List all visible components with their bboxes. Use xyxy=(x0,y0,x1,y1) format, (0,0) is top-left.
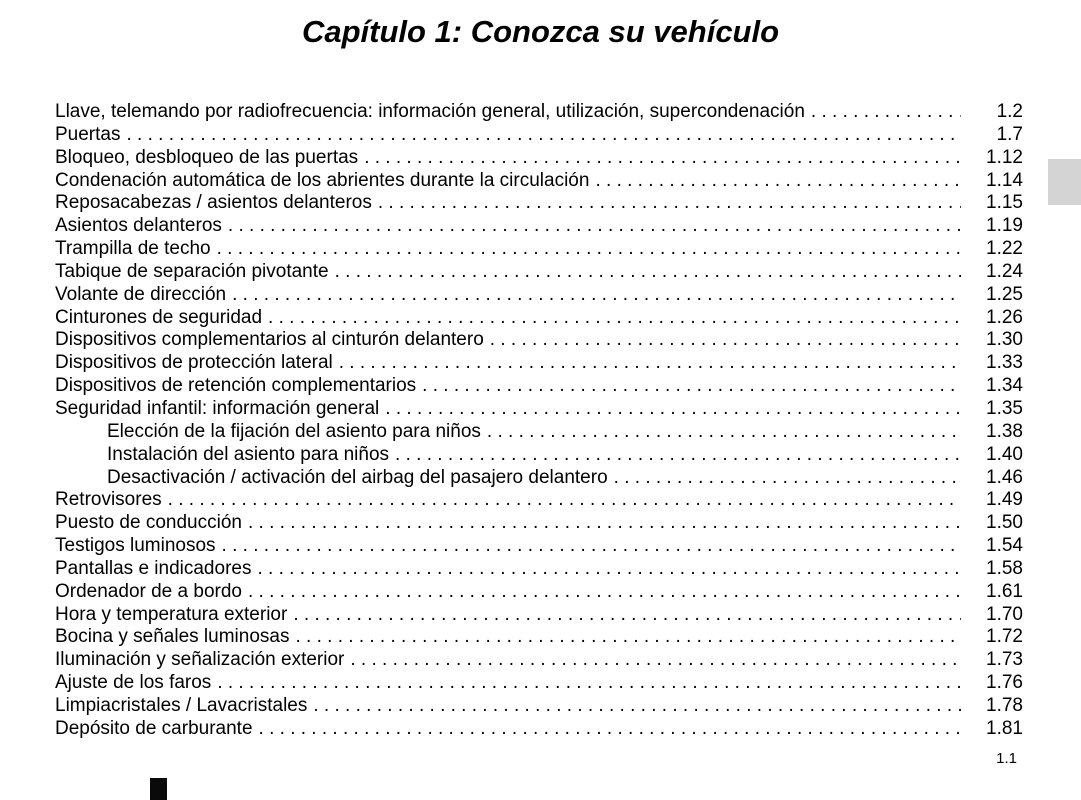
toc-leader-dots xyxy=(120,124,961,147)
toc-entry xyxy=(55,192,1023,215)
toc-leader-dots xyxy=(589,170,961,193)
toc-leader-dots xyxy=(333,352,961,375)
toc-entry xyxy=(55,581,1023,604)
toc-entry xyxy=(55,672,1023,695)
footer-page-number: 1.1 xyxy=(996,750,1017,767)
toc-list xyxy=(55,101,1023,741)
toc-entry-page-number: 1.50 xyxy=(986,512,1023,534)
toc-entry-label: Testigos luminosos xyxy=(55,535,216,557)
toc-leader-dots xyxy=(242,581,961,604)
toc-leader-dots xyxy=(289,626,961,649)
toc-entry-page-number: 1.14 xyxy=(986,169,1023,191)
toc-entry xyxy=(55,444,1023,467)
toc-entry-page-number: 1.30 xyxy=(986,329,1023,351)
toc-leader-dots xyxy=(253,718,961,741)
toc-entry-page-number: 1.61 xyxy=(986,580,1023,602)
toc-leader-dots xyxy=(211,672,961,695)
toc-entry-label: Asientos delanteros xyxy=(55,215,222,237)
toc-entry xyxy=(55,147,1023,170)
toc-entry-page-number: 1.7 xyxy=(996,123,1023,145)
toc-entry xyxy=(55,124,1023,147)
toc-entry-page-number: 1.73 xyxy=(986,649,1023,671)
toc-leader-dots xyxy=(372,192,961,215)
toc-entry xyxy=(55,695,1023,718)
toc-entry-label: Hora y temperatura exterior xyxy=(55,603,288,625)
chapter-title: Capítulo 1: Conozca su vehículo xyxy=(301,14,780,49)
toc-leader-dots xyxy=(484,329,961,352)
toc-entry-page-number: 1.24 xyxy=(986,260,1023,282)
toc-leader-dots xyxy=(344,649,961,672)
toc-entry-label: Ajuste de los faros xyxy=(55,672,212,694)
toc-leader-dots xyxy=(242,512,961,535)
toc-leader-dots xyxy=(307,695,961,718)
toc-entry-page-number: 1.34 xyxy=(986,375,1023,397)
toc-entry-label: Instalación del asiento para niños xyxy=(107,443,390,465)
toc-entry xyxy=(55,101,1023,124)
toc-entry xyxy=(55,489,1023,512)
toc-entry-label: Cinturones de seguridad xyxy=(55,306,263,328)
toc-leader-dots xyxy=(262,307,961,330)
toc-leader-dots xyxy=(389,444,961,467)
toc-entry xyxy=(55,535,1023,558)
toc-entry xyxy=(55,375,1023,398)
toc-entry-label: Puertas xyxy=(55,123,121,145)
toc-entry-label: Elección de la fijación del asiento para niños xyxy=(107,420,481,442)
toc-entry-page-number: 1.22 xyxy=(986,238,1023,260)
toc-entry-label: Desactivación / activación del airbag del pasajero delantero xyxy=(107,466,608,488)
toc-entry xyxy=(55,649,1023,672)
toc-entry xyxy=(55,626,1023,649)
toc-leader-dots xyxy=(162,489,961,512)
toc-entry xyxy=(55,421,1023,444)
toc-entry-label: Iluminación y señalización exterior xyxy=(55,649,345,671)
toc-entry-page-number: 1.19 xyxy=(986,215,1023,237)
toc-entry-label: Llave, telemando por radiofrecuencia: información general, utilización, supercondenación xyxy=(55,101,805,122)
toc-entry-label: Dispositivos complementarios al cinturón delantero xyxy=(55,329,484,351)
toc-entry-label: Dispositivos de protección lateral xyxy=(55,352,333,374)
toc-entry xyxy=(55,558,1023,581)
toc-leader-dots xyxy=(481,421,961,444)
toc-entry-page-number: 1.70 xyxy=(986,603,1023,625)
toc-entry-label: Dispositivos de retención complementarios xyxy=(55,375,417,397)
toc-leader-dots xyxy=(379,398,961,421)
toc-entry xyxy=(55,718,1023,741)
toc-entry xyxy=(55,238,1023,261)
toc-entry-label: Seguridad infantil: información general xyxy=(55,397,380,419)
toc-entry xyxy=(55,329,1023,352)
toc-leader-dots xyxy=(608,467,961,490)
toc-entry-page-number: 1.76 xyxy=(986,672,1023,694)
toc-entry-page-number: 1.46 xyxy=(986,466,1023,488)
toc-entry xyxy=(55,512,1023,535)
toc-entry-page-number: 1.58 xyxy=(986,557,1023,579)
toc-entry-label: Bocina y señales luminosas xyxy=(55,626,290,648)
toc-entry xyxy=(55,398,1023,421)
toc-leader-dots xyxy=(216,535,961,558)
toc-entry-page-number: 1.49 xyxy=(986,489,1023,511)
toc-entry-page-number: 1.25 xyxy=(986,283,1023,305)
toc-entry-page-number: 1.78 xyxy=(986,694,1023,716)
toc-leader-dots xyxy=(222,215,961,238)
toc-entry-label: Ordenador de a bordo xyxy=(55,580,242,602)
toc-leader-dots xyxy=(287,604,961,627)
toc-leader-dots xyxy=(211,238,961,261)
toc-entry-label: Tabique de separación pivotante xyxy=(55,260,329,282)
toc-entry-label: Retrovisores xyxy=(55,489,162,511)
toc-entry xyxy=(55,604,1023,627)
toc-entry-label: Depósito de carburante xyxy=(55,717,253,739)
toc-entry-label: Condenación automática de los abrientes durante la circulación xyxy=(55,169,590,191)
toc-entry xyxy=(55,352,1023,375)
toc-leader-dots xyxy=(358,147,961,170)
toc-entry xyxy=(55,261,1023,284)
toc-entry-page-number: 1.81 xyxy=(986,717,1023,739)
toc-entry xyxy=(55,170,1023,193)
toc-entry-page-number: 1.15 xyxy=(986,192,1023,214)
toc-leader-dots xyxy=(251,558,961,581)
toc-leader-dots xyxy=(226,284,961,307)
toc-entry-page-number: 1.38 xyxy=(986,420,1023,442)
toc-entry xyxy=(55,215,1023,238)
binding-mark xyxy=(150,778,167,800)
toc-entry-label: Reposacabezas / asientos delanteros xyxy=(55,192,372,214)
toc-entry-label: Pantallas e indicadores xyxy=(55,557,252,579)
toc-entry-page-number: 1.40 xyxy=(986,443,1023,465)
toc-entry-page-number: 1.33 xyxy=(986,352,1023,374)
toc-entry-page-number: 1.72 xyxy=(986,626,1023,648)
toc-entry xyxy=(55,307,1023,330)
toc-entry xyxy=(55,284,1023,307)
toc-entry-page-number: 1.12 xyxy=(986,146,1023,168)
toc-entry-page-number: 1.35 xyxy=(986,397,1023,419)
toc-entry-label: Trampilla de techo xyxy=(55,238,211,260)
toc-entry-label: Bloqueo, desbloqueo de las puertas xyxy=(55,146,359,168)
toc-leader-dots xyxy=(416,375,961,398)
toc-entry-page-number: 1.54 xyxy=(986,535,1023,557)
toc-entry-page-number: 1.2 xyxy=(996,101,1023,122)
toc-entry-label: Limpiacristales / Lavacristales xyxy=(55,694,308,716)
toc-entry-label: Volante de dirección xyxy=(55,283,227,305)
chapter-side-tab xyxy=(1048,159,1081,205)
toc-leader-dots xyxy=(805,101,961,124)
toc-entry-page-number: 1.26 xyxy=(986,306,1023,328)
toc-entry xyxy=(55,467,1023,490)
toc-leader-dots xyxy=(329,261,961,284)
toc-entry-label: Puesto de conducción xyxy=(55,512,242,534)
